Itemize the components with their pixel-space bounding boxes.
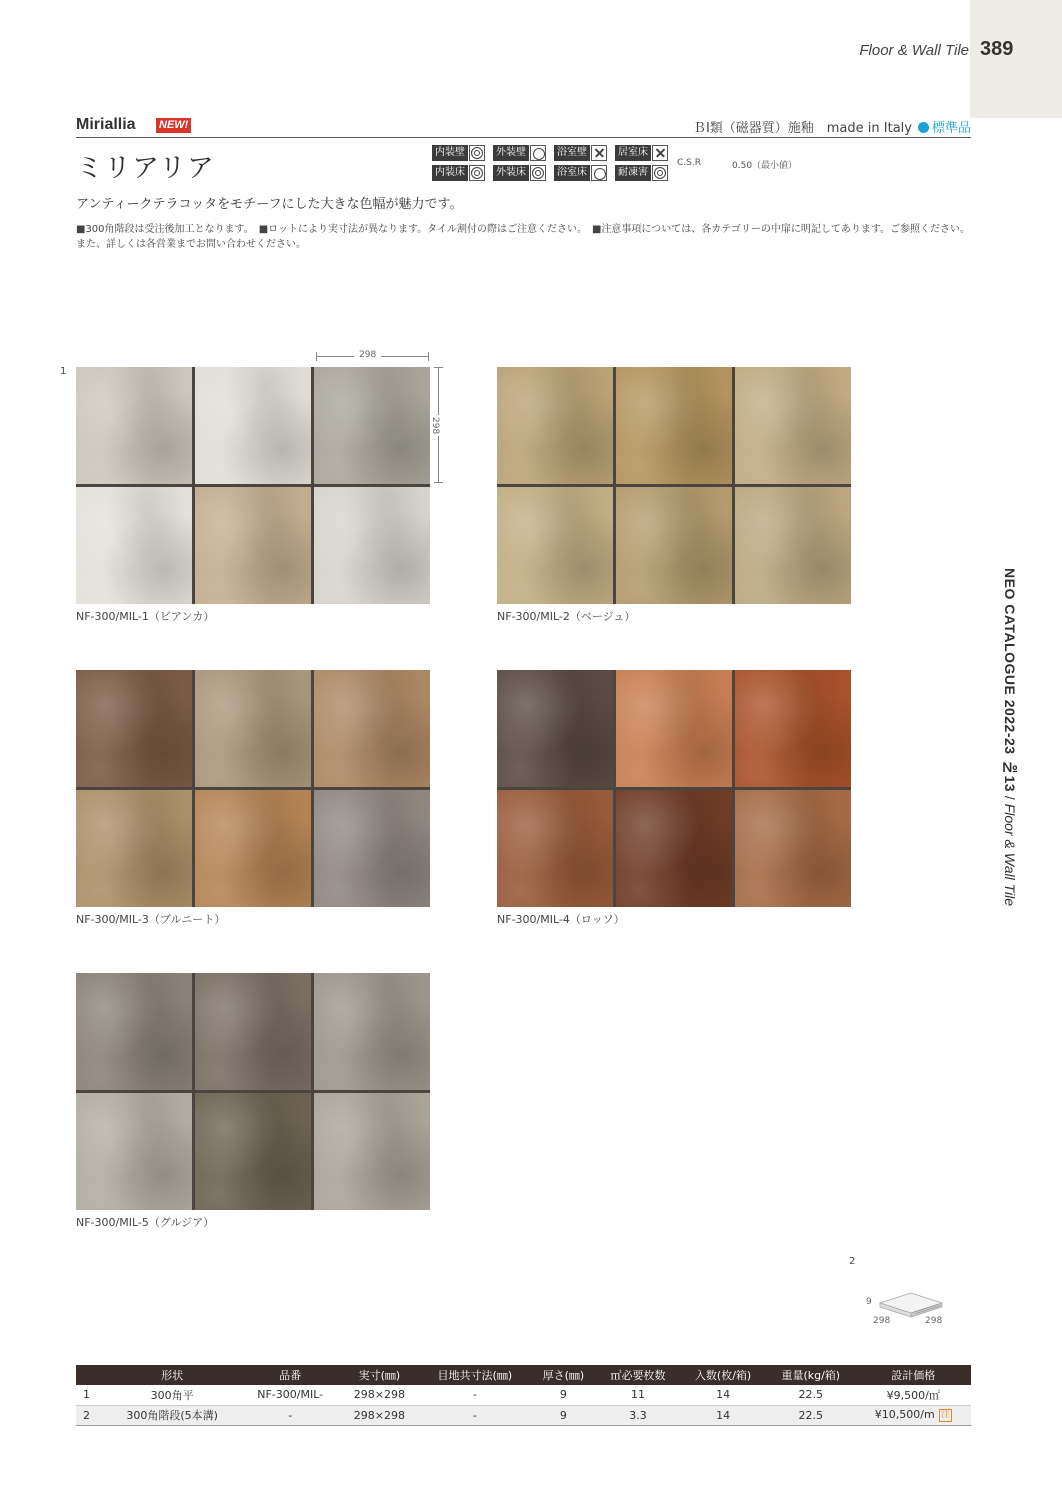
tile-swatch — [314, 487, 430, 604]
usage-label: 内装床 — [432, 165, 468, 181]
step-width-label: 298 — [925, 1316, 943, 1326]
tile-swatch — [314, 1093, 430, 1210]
standard-label: 標準品 — [931, 121, 971, 136]
tile-panel — [497, 367, 851, 604]
column-header: 品番 — [240, 1365, 340, 1385]
cell-joint: - — [419, 1405, 531, 1425]
cell-per-m2: 3.3 — [596, 1405, 680, 1425]
table-row — [76, 1385, 971, 1405]
tile-swatch — [497, 367, 613, 484]
tile-panel — [76, 973, 430, 1210]
classification-text: ＢⅠ類（磁器質）施釉 made in Italy — [692, 121, 912, 136]
cell-price — [855, 1405, 971, 1425]
side-section: Floor & Wall Tile — [1002, 803, 1018, 907]
item-number: 1 — [60, 366, 67, 377]
series-name: Miriallia — [76, 116, 136, 133]
tile-swatch — [616, 790, 732, 907]
height-dimension-label: 298 — [430, 417, 440, 435]
cell-weight: 22.5 — [766, 1385, 855, 1405]
page-number: 389 — [980, 38, 1014, 60]
usage-label: 外装床 — [493, 165, 529, 181]
double-circle-icon — [530, 165, 546, 181]
circle-icon — [591, 165, 607, 181]
cross-icon — [591, 145, 607, 161]
usage-label: 耐凍害 — [615, 165, 651, 181]
price-text: ¥9,500/㎡ — [886, 1388, 940, 1402]
tile-swatch — [735, 790, 851, 907]
tile-swatch — [616, 487, 732, 604]
double-circle-icon — [469, 165, 485, 181]
usage-item — [432, 144, 490, 162]
usage-label: 内装壁 — [432, 145, 468, 161]
product-caption: NF-300/MIL-2（ベージュ） — [497, 610, 636, 623]
usage-item — [493, 144, 551, 162]
cross-icon — [652, 145, 668, 161]
column-header: 実寸(㎜) — [340, 1365, 419, 1385]
table-row — [76, 1405, 971, 1425]
column-header: 形状 — [104, 1365, 240, 1385]
tile-swatch — [735, 670, 851, 787]
tile-swatch — [314, 790, 430, 907]
cell-per-m2: 11 — [596, 1385, 680, 1405]
tile-swatch — [314, 973, 430, 1090]
classification — [693, 117, 971, 136]
cell-joint: - — [419, 1385, 531, 1405]
usage-grid — [432, 144, 673, 183]
product-caption: NF-300/MIL-3（ブルニート） — [76, 913, 226, 926]
double-circle-icon — [652, 165, 668, 181]
catalogue-side-label — [1002, 568, 1018, 906]
tile-swatch — [76, 790, 192, 907]
tile-swatch — [76, 670, 192, 787]
csr-label: C.S.R — [677, 158, 701, 168]
column-header: 重量(kg/箱) — [766, 1365, 855, 1385]
table-header-row — [76, 1365, 971, 1385]
cell-shape: 300角階段(5本溝) — [104, 1405, 240, 1425]
tile-swatch — [195, 367, 311, 484]
series-header — [76, 116, 971, 138]
circle-icon — [530, 145, 546, 161]
tile-panel — [76, 670, 430, 907]
cell-code: NF-300/MIL- — [240, 1385, 340, 1405]
row-index: 1 — [76, 1385, 104, 1405]
price-text: ¥10,500/m — [874, 1408, 935, 1421]
usage-item — [554, 164, 612, 182]
tile-swatch — [195, 790, 311, 907]
width-dimension-label: 298 — [354, 350, 381, 360]
column-header: 目地共寸法(㎜) — [419, 1365, 531, 1385]
tile-swatch — [497, 790, 613, 907]
usage-item — [432, 164, 490, 182]
column-header: 入数(枚/箱) — [680, 1365, 766, 1385]
tile-swatch — [616, 367, 732, 484]
tile-swatch — [735, 367, 851, 484]
tile-panel — [76, 367, 430, 604]
cell-per-box: 14 — [680, 1385, 766, 1405]
cell-shape: 300角平 — [104, 1385, 240, 1405]
tile-swatch — [76, 973, 192, 1090]
cell-weight: 22.5 — [766, 1405, 855, 1425]
column-header: ㎡必要枚数 — [596, 1365, 680, 1385]
tile-swatch — [195, 973, 311, 1090]
item-number: 2 — [849, 1256, 856, 1267]
tile-swatch — [314, 670, 430, 787]
tile-swatch — [497, 487, 613, 604]
side-separator: / — [1002, 792, 1018, 804]
cell-thickness: 9 — [531, 1385, 596, 1405]
tile-panel — [497, 670, 851, 907]
csr-value: 0.50（最小値） — [732, 161, 798, 171]
page-title: ミリアリア — [76, 153, 215, 184]
tile-swatch — [314, 367, 430, 484]
usage-label: 居室床 — [615, 145, 651, 161]
catalogue-name: NEO CATALOGUE 2022-23 №13 — [1002, 568, 1018, 793]
tile-swatch — [76, 1093, 192, 1210]
tagline: アンティークテラコッタをモチーフにした大きな色幅が魅力です。 — [76, 197, 463, 212]
cell-thickness: 9 — [531, 1405, 596, 1425]
section-title: Floor & Wall Tile — [859, 42, 969, 59]
height-dimension — [430, 367, 443, 483]
note-badge: 注 — [940, 1410, 950, 1420]
row-index: 2 — [76, 1405, 104, 1425]
usage-item — [615, 164, 673, 182]
usage-label: 外装壁 — [493, 145, 529, 161]
notes: ■300角階段は受注後加工となります。 ■ロットにより実寸法が異なります。タイル割付の際はご注意ください。 ■注意事項については、各カテゴリーの中扉に明記してあります。ご参照ください。また、詳しくは各営業までお問い合わせください。 — [76, 224, 971, 250]
new-badge: NEW! — [156, 118, 191, 133]
standard-dot-icon — [918, 122, 929, 133]
cell-per-box: 14 — [680, 1405, 766, 1425]
column-header: 設計価格 — [855, 1365, 971, 1385]
product-caption: NF-300/MIL-5（グルジア） — [76, 1216, 215, 1229]
usage-label: 浴室壁 — [554, 145, 590, 161]
step-thickness-label: 9 — [866, 1297, 872, 1307]
usage-item — [615, 144, 673, 162]
column-header: 厚さ(㎜) — [531, 1365, 596, 1385]
tile-swatch — [195, 670, 311, 787]
cell-price — [855, 1385, 971, 1405]
step-depth-label: 298 — [873, 1316, 891, 1326]
tile-swatch — [497, 670, 613, 787]
usage-item — [493, 164, 551, 182]
spec-table — [76, 1365, 971, 1426]
tile-swatch — [195, 1093, 311, 1210]
header-blank — [76, 1365, 104, 1385]
usage-item — [554, 144, 612, 162]
usage-label: 浴室床 — [554, 165, 590, 181]
tile-swatch — [616, 670, 732, 787]
product-caption: NF-300/MIL-1（ビアンカ） — [76, 610, 215, 623]
tile-swatch — [76, 487, 192, 604]
double-circle-icon — [469, 145, 485, 161]
cell-size: 298×298 — [340, 1385, 419, 1405]
width-dimension — [316, 351, 429, 361]
tile-swatch — [195, 487, 311, 604]
cell-size: 298×298 — [340, 1405, 419, 1425]
tile-swatch — [735, 487, 851, 604]
tile-swatch — [76, 367, 192, 484]
product-caption: NF-300/MIL-4（ロッソ） — [497, 913, 625, 926]
cell-code: - — [240, 1405, 340, 1425]
